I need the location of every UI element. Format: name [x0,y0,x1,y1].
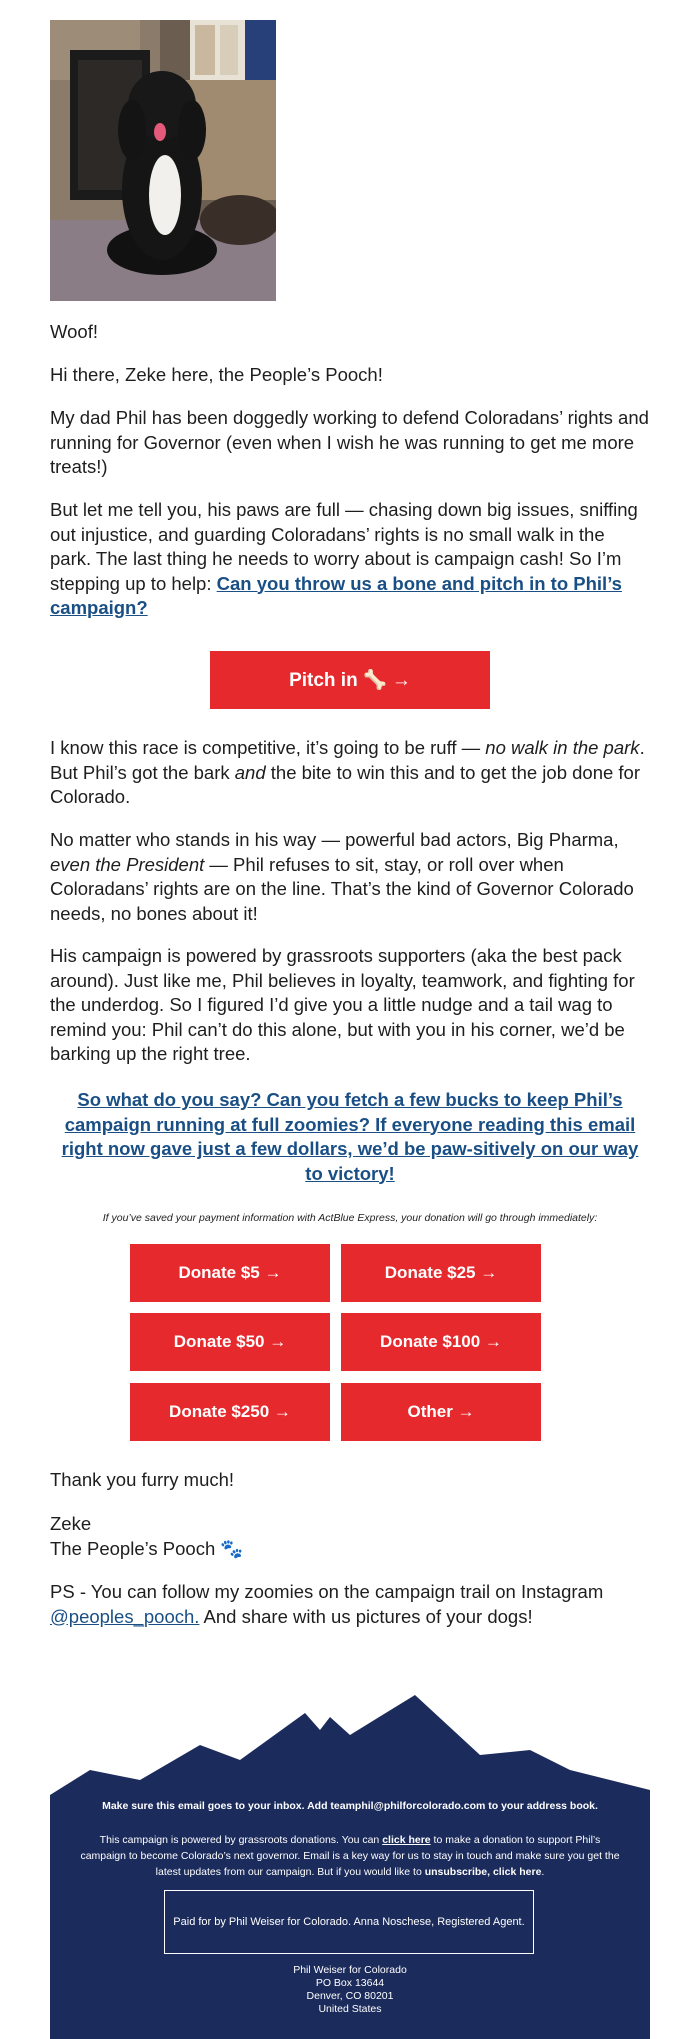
intro: Hi there, Zeke here, the People’s Pooch! [50,364,383,385]
donate-25-button[interactable]: Donate $25 → [341,1244,541,1302]
donate-250-button[interactable]: Donate $250 → [130,1383,330,1441]
cta-paragraph [55,1088,645,1186]
paragraph-2 [50,498,650,621]
sign-name: Zeke [50,1513,92,1534]
ps-text-b: And share with us pictures of your dogs! [199,1605,533,1627]
paragraph-3-a: I know this race is competitive, it’s going to be ruff — [50,737,486,758]
pitch-in-button[interactable]: Pitch in 🦴 → [210,651,490,709]
thanks: Thank you furry much! [50,1469,235,1490]
donate-50-button[interactable]: Donate $50 → [130,1313,330,1371]
unsubscribe-link[interactable]: unsubscribe, click here [424,1866,542,1878]
ps-text-a: PS - You can follow my zoomies on the campaign trail on Instagram [50,1581,604,1602]
donate-other-button[interactable]: Other → [341,1383,541,1441]
footer-address-book: Make sure this email goes to your inbox. Add teamphil@philforcolorado.com to your address book. [102,1800,598,1812]
footer-powered-b: to make a donation to support Phil’s campaign to become Colorado’s next governor. Email is a key way for us to stay in touch and make sure you get the latest updates from our campaign. But if you would like to [80,1834,620,1878]
greeting: Woof! [50,321,98,342]
paragraph-5: His campaign is powered by grassroots supporters (aka the best pack around). Just like me, Phil believes in loyalty, teamwork, and fighting for the underdog. So I figured I’d give you a little nudge and a tail wag to remind you: Phil can’t do this alone, but with you in his corner, we’d be barking up the right tree. [50,945,635,1064]
cta-link[interactable]: So what do you say? Can you fetch a few bucks to keep Phil’s campaign running at full zoomies? If everyone reading this email right now gave just a few dollars, we’d be paw-sitively on our way to victory! [61,1089,639,1184]
paragraph-3-emphasis-2: and [234,761,266,783]
instagram-link[interactable]: @peoples_pooch. [50,1605,200,1627]
footer-address [150,1964,550,2016]
paragraph-4-a: No matter who stands in his way — powerful bad actors, Big Pharma, [50,829,619,850]
pitch-in-link[interactable]: Can you throw us a bone and pitch in to Phil’s campaign? [50,572,622,618]
paragraph-3-b: . But Phil’s got the bark [50,737,645,783]
actblue-express-note: If you’ve saved your payment information with ActBlue Express, your donation will go through immediately: [102,1212,598,1224]
paragraph-4-b: — Phil refuses to sit, stay, or roll over when Coloradans’ rights are on the line. That’s the kind of Governor Colorado needs, no bones about it! [50,853,634,924]
paragraph-1: My dad Phil has been doggedly working to defend Coloradans’ rights and running for Governor (even when I wish he was running to get me more treats!) [50,407,649,477]
paid-for-box [164,1890,534,1954]
footer [50,1675,650,2039]
address-line-2: PO Box 13644 [315,1977,385,1989]
paragraph-3 [50,736,650,810]
paragraph-3-emphasis-1: no walk in the park [485,737,640,758]
address-line-1: Phil Weiser for Colorado [293,1964,407,1976]
footer-powered-c: . [541,1866,545,1878]
paragraph-4-emphasis: even the President [50,853,205,875]
paragraph-2-text: But let me tell you, his paws are full — chasing down big issues, sniffing out injustice, and guarding Coloradans’ rights is no small walk in the park. The last thing he needs to worry about is campaign cash! So I’m stepping up to help: [50,499,638,594]
dog-photo [50,20,276,301]
address-line-3: Denver, CO 80201 [306,1990,394,2002]
paragraph-3-c: the bite to win this and to get the job done for Colorado. [50,761,641,807]
footer-powered-a: This campaign is powered by grassroots donations. You can [99,1834,383,1846]
address-line-4: United States [318,2003,382,2015]
ps-paragraph [50,1580,650,1629]
donate-5-button[interactable]: Donate $5 → [130,1244,330,1302]
paragraph-4 [50,828,650,926]
footer-powered [80,1832,620,1880]
donate-100-button[interactable]: Donate $100 → [341,1313,541,1371]
sign-title: The People’s Pooch 🐾 [50,1538,244,1559]
footer-donate-link[interactable]: click here [382,1834,431,1846]
paid-for-text: Paid for by Phil Weiser for Colorado. Anna Noschese, Registered Agent. [173,1916,525,1928]
